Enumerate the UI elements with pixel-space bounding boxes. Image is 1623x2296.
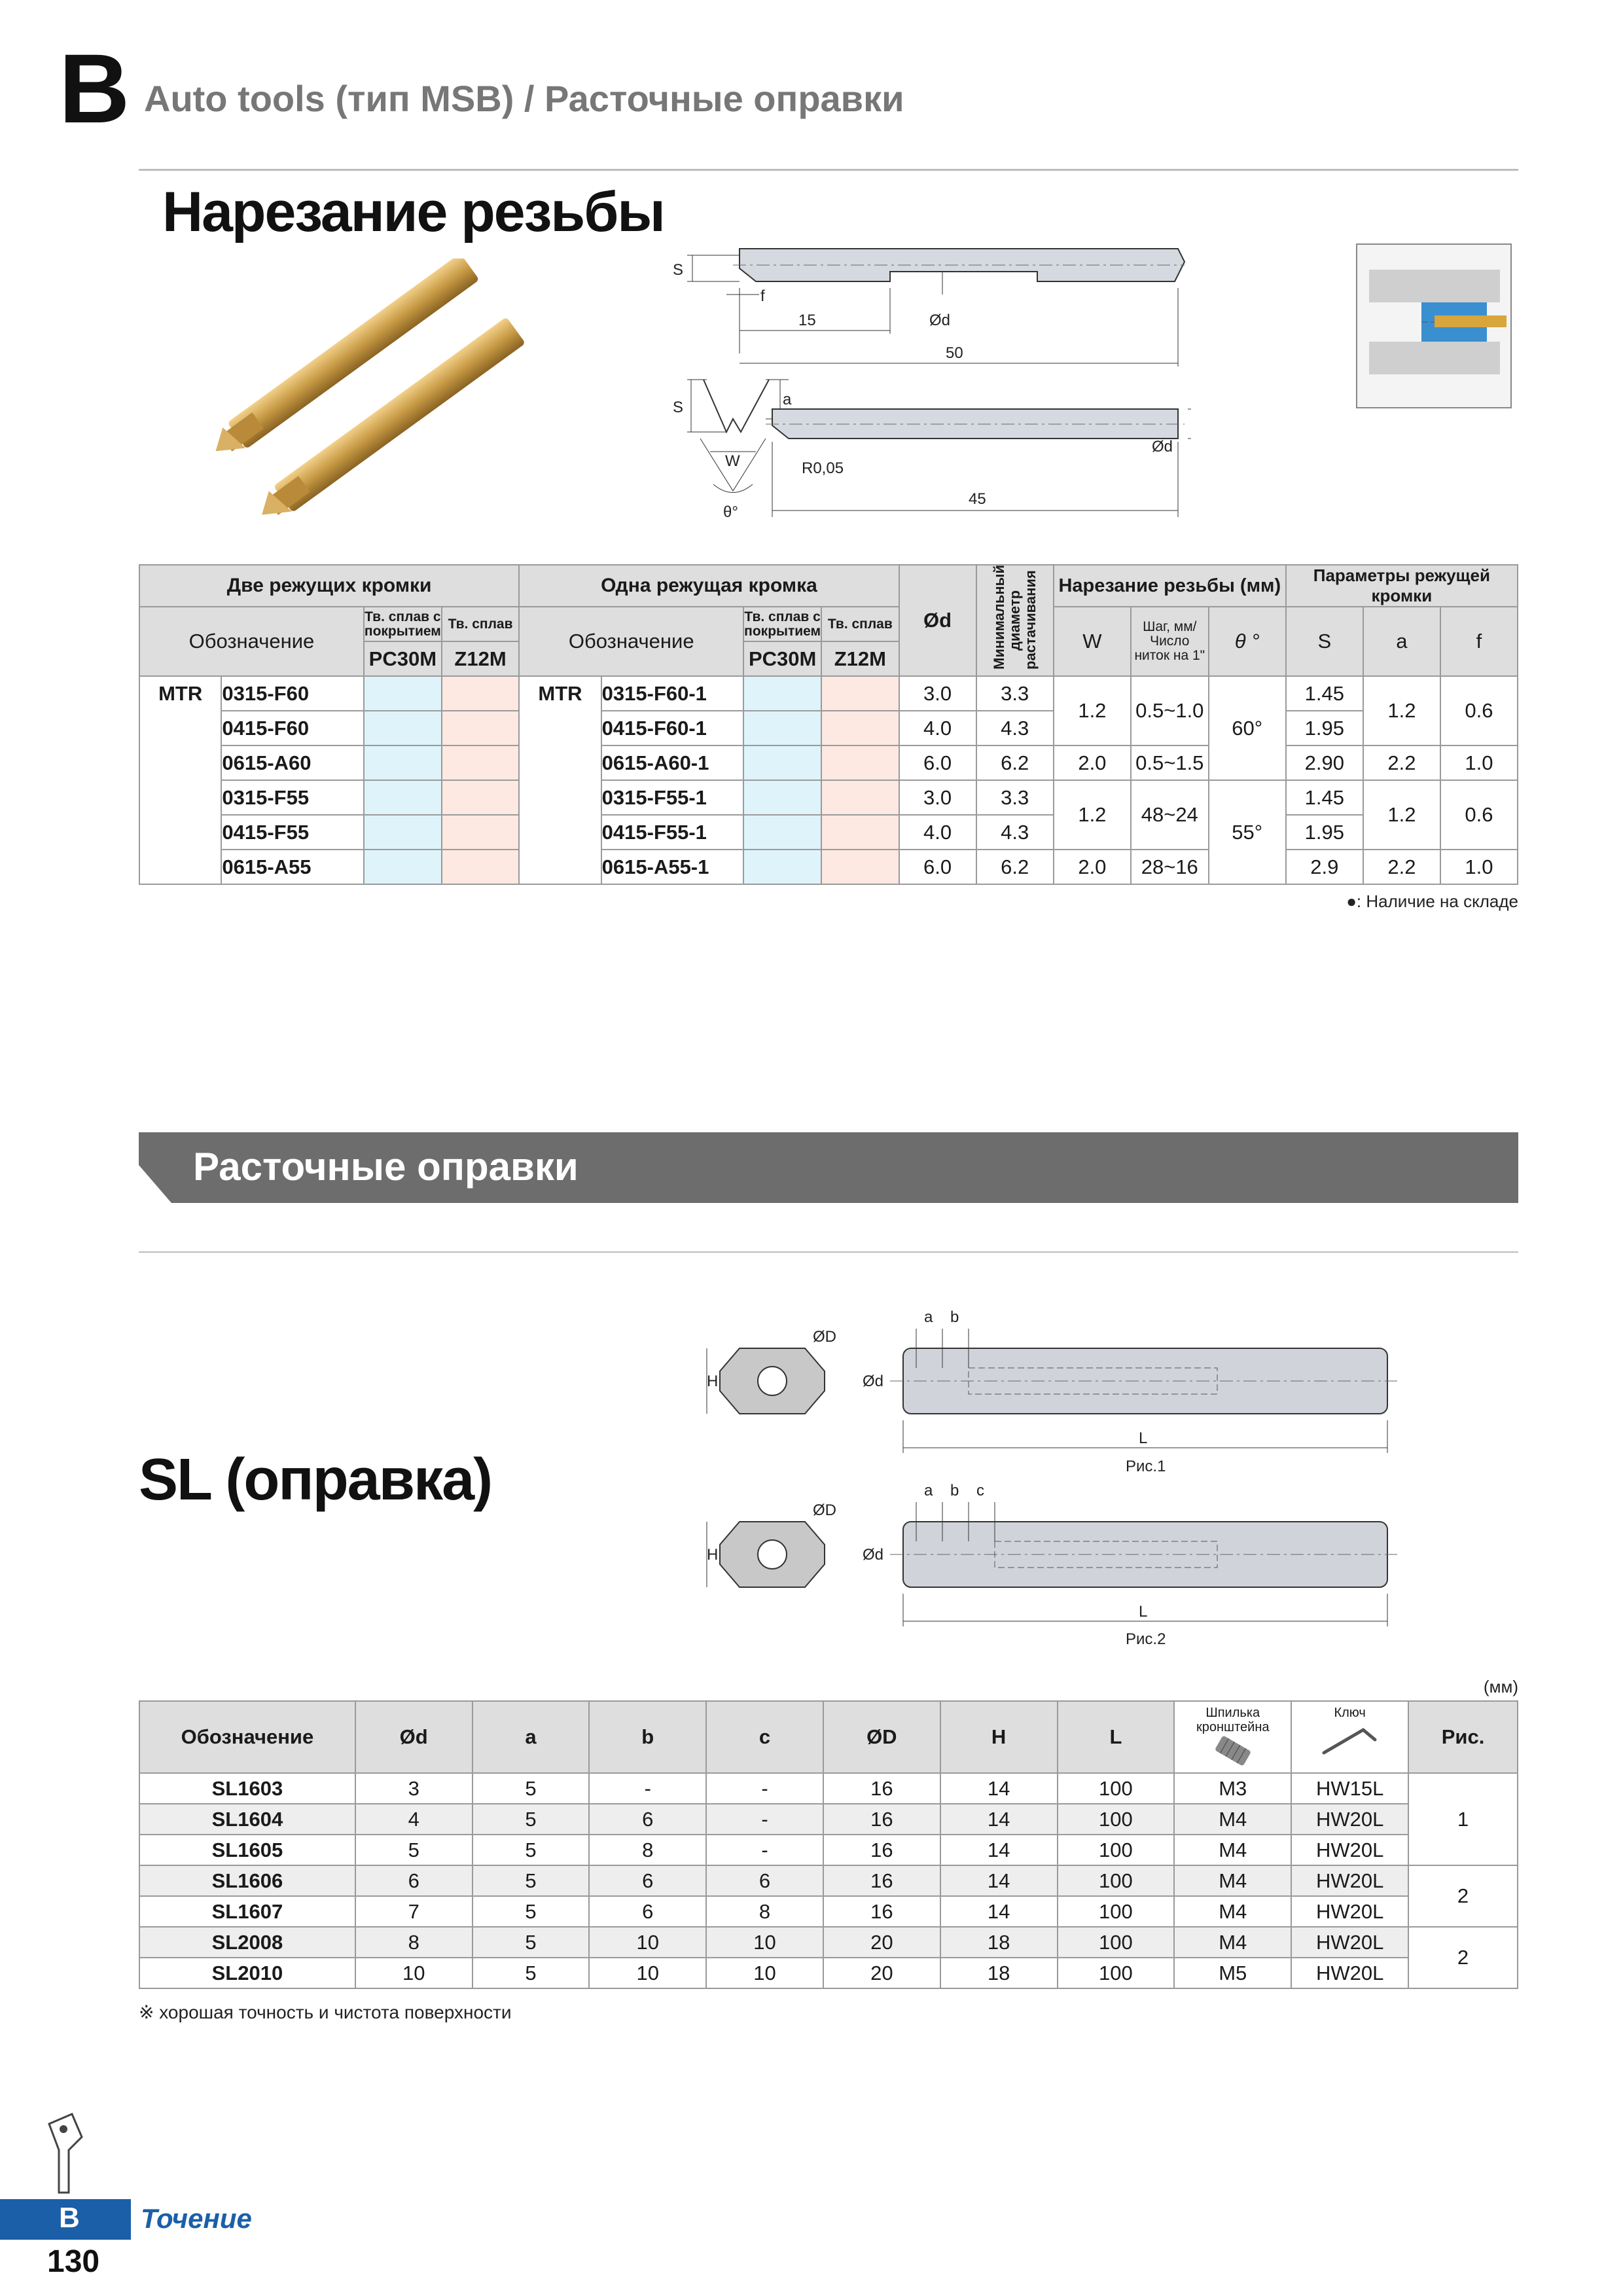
boring-heading: SL (оправка) [139,1447,492,1513]
col-group-one-edge: Одна режущая кромка [519,565,899,607]
w-value: 2.0 [1054,850,1131,884]
theta-value: 60° [1209,676,1286,780]
col-od: Ød [899,565,976,676]
banner-corner [139,1165,178,1204]
dim-f: f [760,287,765,305]
b-value: 6 [589,1896,706,1927]
col-designation: Обозначение [139,1701,355,1773]
D-value: 20 [823,1958,940,1988]
od-value: 3.0 [899,676,976,711]
d-value: 8 [355,1927,473,1958]
col-min-diameter-cell [976,565,1054,676]
boring-banner-title: Расточные оправки [193,1145,579,1189]
H-value: 14 [940,1804,1058,1835]
fig1-label-L: L [1139,1429,1148,1447]
code: SL1607 [139,1896,355,1927]
code-two: 0415-F60 [221,711,364,745]
stock-legend: ●: Наличие на складе [1346,891,1518,911]
col-L: L [1058,1701,1175,1773]
od-value: 4.0 [899,711,976,745]
f-value: 0.6 [1440,676,1518,745]
threading-heading: Нарезание резьбы [162,181,664,243]
d-value: 4 [355,1804,473,1835]
fig1-label-a: a [924,1308,933,1326]
d-value: 3 [355,1773,473,1804]
screw-value: M5 [1174,1958,1291,1988]
stock-cell [364,850,442,884]
col-w: W [1054,607,1131,676]
dim-15: 15 [798,312,816,329]
table-row [139,1865,1518,1896]
a-value: 5 [473,1865,590,1896]
col-H: H [940,1701,1058,1773]
threading-tools-photo [209,259,537,527]
a-value: 1.2 [1363,676,1440,745]
code: SL2008 [139,1927,355,1958]
fig2-label-d: Ød [863,1546,884,1564]
D-value: 20 [823,1927,940,1958]
table-row [139,850,1518,884]
col-pitch: Шаг, мм/ Число ниток на 1" [1131,607,1209,676]
stock-cell [743,780,821,815]
col-key-cell [1291,1701,1408,1773]
footer-tab-letter: B [59,2202,80,2234]
s-value: 2.9 [1286,850,1363,884]
dim-45: 45 [969,490,986,508]
stock-cell [364,711,442,745]
footnote: ※ хорошая точность и чистота поверхности [139,2002,512,2022]
w-value: 1.2 [1054,780,1131,850]
col-a: a [473,1701,590,1773]
prefix-mtr-one: MTR [519,676,601,884]
c-value: 10 [706,1927,823,1958]
screw-value: M4 [1174,1927,1291,1958]
a-value: 2.2 [1363,745,1440,780]
stock-cell [743,815,821,850]
stock-cell [364,815,442,850]
col-carbide-two: Тв. сплав [442,607,519,641]
min-dia-value: 6.2 [976,850,1054,884]
col-coated-two: Тв. сплав с покрытием [364,607,442,641]
s-value: 1.45 [1286,676,1363,711]
c-value: 6 [706,1865,823,1896]
col-c: c [706,1701,823,1773]
D-value: 16 [823,1865,940,1896]
col-D: ØD [823,1701,940,1773]
min-dia-value: 6.2 [976,745,1054,780]
table-row [139,1896,1518,1927]
dim-od-top: Ød [929,312,951,329]
H-value: 14 [940,1865,1058,1896]
c-value: - [706,1773,823,1804]
code: SL1606 [139,1865,355,1896]
dim-od-bottom: Ød [1152,438,1173,456]
key-value: HW20L [1291,1865,1408,1896]
stock-cell [821,745,899,780]
code-two: 0415-F55 [221,815,364,850]
stock-cell [442,815,519,850]
fig-value: 1 [1408,1773,1518,1865]
pitch-value: 28~16 [1131,850,1209,884]
L-value: 100 [1058,1835,1175,1865]
s-value: 1.95 [1286,711,1363,745]
code: SL1603 [139,1773,355,1804]
key-value: HW20L [1291,1804,1408,1835]
a-value: 5 [473,1896,590,1927]
page-number: 130 [47,2244,100,2279]
od-value: 6.0 [899,745,976,780]
stock-cell [442,780,519,815]
theta-value: 55° [1209,780,1286,884]
s-value: 2.90 [1286,745,1363,780]
f-value: 0.6 [1440,780,1518,850]
code-two: 0315-F55 [221,780,364,815]
fig-value: 2 [1408,1927,1518,1988]
boring-divider [139,1251,1518,1253]
D-value: 16 [823,1835,940,1865]
dim-s-profile: S [673,399,684,416]
hex-key-icon [1317,1720,1383,1759]
od-value: 4.0 [899,815,976,850]
col-screw-cell [1174,1701,1291,1773]
col-min-diameter: Минимальный диаметр растачивания [990,565,1039,670]
d-value: 5 [355,1835,473,1865]
L-value: 100 [1058,1896,1175,1927]
col-grade-z12m-two: Z12M [442,641,519,676]
code: SL1605 [139,1835,355,1865]
header-divider [139,169,1518,171]
dim-r: R0,05 [802,459,844,477]
stock-cell [821,676,899,711]
pitch-value: 0.5~1.5 [1131,745,1209,780]
code-two: 0315-F60 [221,676,364,711]
col-designation-one: Обозначение [519,607,743,676]
fig1-label-d: Ød [863,1372,884,1390]
fig2-caption: Рис.2 [1126,1630,1166,1648]
dim-theta: θ° [723,503,738,521]
code-one: 0315-F60-1 [601,676,744,711]
stock-cell [442,745,519,780]
threading-tool-drawing [668,242,1191,530]
col-group-threading: Нарезание резьбы (мм) [1054,565,1286,607]
a-value: 5 [473,1958,590,1988]
stock-cell [442,850,519,884]
key-value: HW20L [1291,1958,1408,1988]
a-value: 5 [473,1773,590,1804]
fig-value: 2 [1408,1865,1518,1927]
screw-value: M4 [1174,1896,1291,1927]
d-value: 10 [355,1958,473,1988]
col-coated-one: Тв. сплав с покрытием [743,607,821,641]
col-fig: Рис. [1408,1701,1518,1773]
stock-cell [821,850,899,884]
threading-table [139,564,1518,885]
stock-cell [364,676,442,711]
od-value: 3.0 [899,780,976,815]
min-dia-value: 3.3 [976,676,1054,711]
key-value: HW20L [1291,1896,1408,1927]
b-value: 10 [589,1927,706,1958]
sleeve-table [139,1700,1518,1989]
b-value: 10 [589,1958,706,1988]
min-dia-value: 3.3 [976,780,1054,815]
dim-a: a [783,391,792,408]
fig1-label-b: b [950,1308,959,1326]
stock-cell [743,711,821,745]
H-value: 14 [940,1773,1058,1804]
code-one: 0415-F55-1 [601,815,744,850]
col-f: f [1440,607,1518,676]
col-group-edge-params: Параметры режущей кромки [1286,565,1518,607]
stock-cell [743,745,821,780]
col-b: b [589,1701,706,1773]
c-value: 8 [706,1896,823,1927]
b-value: 6 [589,1804,706,1835]
L-value: 100 [1058,1804,1175,1835]
D-value: 16 [823,1896,940,1927]
stock-cell [821,815,899,850]
c-value: - [706,1835,823,1865]
D-value: 16 [823,1804,940,1835]
c-value: 10 [706,1958,823,1988]
stock-cell [743,850,821,884]
table-row [139,1927,1518,1958]
col-grade-pc30m-two: PC30M [364,641,442,676]
code: SL2010 [139,1958,355,1988]
table-row [139,780,1518,815]
col-grade-z12m-one: Z12M [821,641,899,676]
col-s: S [1286,607,1363,676]
code: SL1604 [139,1804,355,1835]
col-group-two-edges: Две режущих кромки [139,565,519,607]
L-value: 100 [1058,1958,1175,1988]
table-row [139,1773,1518,1804]
a-value: 1.2 [1363,780,1440,850]
min-dia-value: 4.3 [976,815,1054,850]
table-row [139,745,1518,780]
dim-s-top: S [673,261,684,279]
screw-value: M4 [1174,1835,1291,1865]
a-value: 2.2 [1363,850,1440,884]
b-value: 8 [589,1835,706,1865]
min-dia-value: 4.3 [976,711,1054,745]
screw-value: M4 [1174,1865,1291,1896]
fig1-label-H: H [707,1372,719,1390]
fig2-label-L: L [1139,1603,1148,1621]
fig2-label-b: b [950,1482,959,1499]
f-value: 1.0 [1440,850,1518,884]
od-value: 6.0 [899,850,976,884]
sleeve-drawings [694,1302,1407,1656]
table-row [139,1958,1518,1988]
pitch-value: 48~24 [1131,780,1209,850]
d-value: 6 [355,1865,473,1896]
code-two: 0615-A55 [221,850,364,884]
stock-cell [743,676,821,711]
c-value: - [706,1804,823,1835]
table-row [139,676,1518,711]
footer-section-name: Точение [141,2203,252,2234]
table-row [139,1835,1518,1865]
code-two: 0615-A60 [221,745,364,780]
b-value: 6 [589,1865,706,1896]
code-one: 0615-A60-1 [601,745,744,780]
L-value: 100 [1058,1927,1175,1958]
a-value: 5 [473,1835,590,1865]
L-value: 100 [1058,1773,1175,1804]
code-one: 0615-A55-1 [601,850,744,884]
stock-cell [442,711,519,745]
a-value: 5 [473,1804,590,1835]
col-carbide-one: Тв. сплав [821,607,899,641]
col-theta: θ ° [1209,607,1286,676]
table-row [139,711,1518,745]
s-value: 1.95 [1286,815,1363,850]
code-one: 0415-F60-1 [601,711,744,745]
fig1-label-D: ØD [813,1328,836,1346]
key-value: HW20L [1291,1927,1408,1958]
stock-cell [821,780,899,815]
unit-label: (мм) [1483,1677,1518,1696]
table-row [139,1804,1518,1835]
key-value: HW15L [1291,1773,1408,1804]
w-value: 2.0 [1054,745,1131,780]
d-value: 7 [355,1896,473,1927]
stock-cell [442,676,519,711]
H-value: 14 [940,1896,1058,1927]
turning-tool-icon [43,2111,88,2196]
fig2-label-c: c [976,1482,984,1499]
screw-value: M4 [1174,1804,1291,1835]
f-value: 1.0 [1440,745,1518,780]
stock-cell [821,711,899,745]
w-value: 1.2 [1054,676,1131,745]
col-a: a [1363,607,1440,676]
code-one: 0315-F55-1 [601,780,744,815]
stock-cell [364,745,442,780]
screw-icon [1207,1734,1259,1767]
threading-application-inset [1356,243,1512,408]
table-row [139,815,1518,850]
screw-value: M3 [1174,1773,1291,1804]
col-d: Ød [355,1701,473,1773]
prefix-mtr-two: MTR [139,676,221,884]
col-screw: Шпилька кронштейна [1196,1706,1270,1734]
section-letter: B [59,33,130,143]
stock-cell [364,780,442,815]
fig2-label-H: H [707,1546,719,1564]
col-designation-two: Обозначение [139,607,364,676]
D-value: 16 [823,1773,940,1804]
col-grade-pc30m-one: PC30M [743,641,821,676]
fig1-caption: Рис.1 [1126,1458,1166,1475]
a-value: 5 [473,1927,590,1958]
s-value: 1.45 [1286,780,1363,815]
dim-50: 50 [946,344,963,362]
fig2-label-D: ØD [813,1501,836,1519]
H-value: 18 [940,1927,1058,1958]
H-value: 18 [940,1958,1058,1988]
fig2-label-a: a [924,1482,933,1499]
L-value: 100 [1058,1865,1175,1896]
page-header-title: Auto tools (тип MSB) / Расточные оправки [144,78,904,119]
key-value: HW20L [1291,1835,1408,1865]
H-value: 14 [940,1835,1058,1865]
pitch-value: 0.5~1.0 [1131,676,1209,745]
col-key: Ключ [1334,1706,1366,1720]
dim-w: W [725,452,740,470]
b-value: - [589,1773,706,1804]
